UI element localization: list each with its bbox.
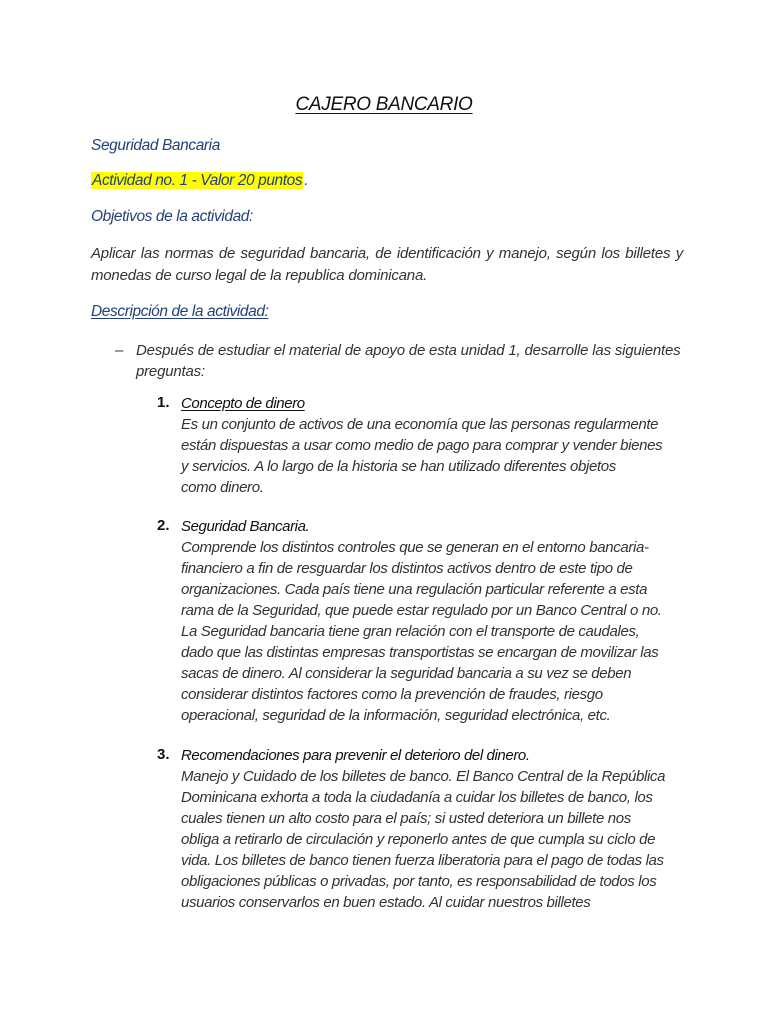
answer-line: considerar distintos factores como la prevención de fraudes, riesgo <box>181 686 603 703</box>
answer-line: y servicios. A lo largo de la historia se han utilizado diferentes objetos <box>181 458 616 475</box>
answer-line: operacional, seguridad de la información, seguridad electrónica, etc. <box>181 707 611 724</box>
answer-line: como dinero. <box>181 479 264 496</box>
document-title: CAJERO BANCARIO <box>295 94 473 115</box>
answer-line: sacas de dinero. Al considerar la seguridad bancaria a su vez se deben <box>181 665 632 682</box>
objectives-text: Aplicar las normas de seguridad bancaria, de identificación y manejo, según los billetes y monedas de curso legal de la republica dominicana. <box>91 245 683 284</box>
question-item <box>157 746 677 913</box>
question-item <box>157 517 677 726</box>
answer-line: obligaciones públicas o privadas, por tanto, es responsabilidad de todos los <box>181 873 657 890</box>
question-number: 2. <box>157 517 170 534</box>
dash-bullet: – <box>115 342 124 359</box>
section-heading: Seguridad Bancaria <box>91 137 220 154</box>
activity-highlight: Actividad no. 1 - Valor 20 puntos <box>92 172 303 189</box>
answer-line: Dominicana exhorta a toda la ciudadanía a cuidar los billetes de banco, los <box>181 789 653 806</box>
answer-line: Es un conjunto de activos de una economía que las personas regularmente <box>181 416 659 433</box>
answer-line: están dispuestas a usar como medio de pago para comprar y vender bienes <box>181 437 663 454</box>
question-answer <box>181 414 677 498</box>
question-number: 3. <box>157 746 170 763</box>
question-title: Recomendaciones para prevenir el deterioro del dinero. <box>181 747 530 764</box>
answer-line: La Seguridad bancaria tiene gran relación con el transporte de caudales, <box>181 623 640 640</box>
objectives-heading: Objetivos de la actividad: <box>91 208 253 225</box>
activity-period: . <box>304 172 309 189</box>
instruction-item <box>115 340 685 382</box>
answer-line: cuales tienen un alto costo para el país; si usted deteriora un billete nos <box>181 810 631 827</box>
answer-line: dado que las distintas empresas transportistas se encargan de movilizar las <box>181 644 659 661</box>
instruction-text: Después de estudiar el material de apoyo de esta unidad 1, desarrolle las siguientes preguntas: <box>136 342 681 380</box>
answer-line: organizaciones. Cada país tiene una regulación particular referente a esta <box>181 581 648 598</box>
answer-line: usuarios conservarlos en buen estado. Al cuidar nuestros billetes <box>181 894 591 911</box>
answer-line: rama de la Seguridad, que puede estar regulado por un Banco Central o no. <box>181 602 662 619</box>
question-title: Seguridad Bancaria. <box>181 518 310 535</box>
question-title: Concepto de dinero <box>181 395 305 412</box>
description-heading: Descripción de la actividad: <box>91 303 269 320</box>
answer-line: financiero a fin de resguardar los distintos activos dentro de este tipo de <box>181 560 633 577</box>
question-answer <box>181 766 677 913</box>
answer-line: Comprende los distintos controles que se generan en el entorno bancaria- <box>181 539 649 556</box>
question-number: 1. <box>157 394 170 411</box>
question-answer <box>181 537 677 726</box>
activity-heading <box>91 172 309 190</box>
answer-line: obliga a retirarlo de circulación y reponerlo antes de que cumpla su ciclo de <box>181 831 656 848</box>
answer-line: Manejo y Cuidado de los billetes de banco. El Banco Central de la República <box>181 768 666 785</box>
answer-line: vida. Los billetes de banco tienen fuerza liberatoria para el pago de todas las <box>181 852 664 869</box>
question-item <box>157 394 677 498</box>
